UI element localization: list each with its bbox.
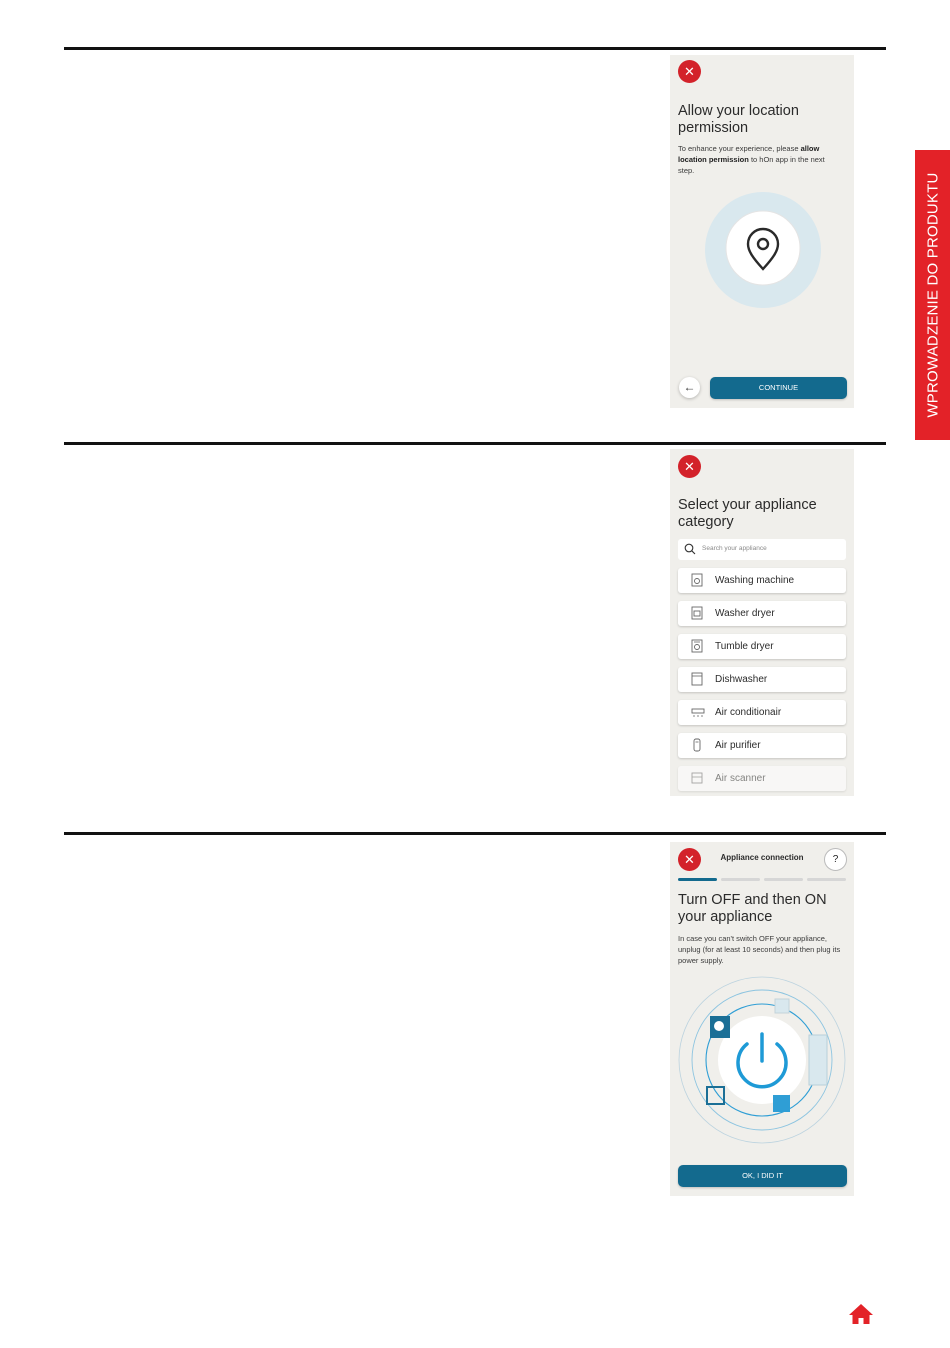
continue-button[interactable]: CONTINUE	[710, 377, 847, 399]
close-icon[interactable]: ✕	[678, 455, 701, 478]
home-icon[interactable]	[847, 1302, 875, 1326]
section-divider-1	[64, 47, 886, 50]
section-divider-2	[64, 442, 886, 445]
list-item-washer-dryer[interactable]	[678, 601, 846, 626]
list-item-label: Air scanner	[715, 773, 766, 784]
progress-step-1	[678, 878, 717, 881]
close-icon[interactable]: ✕	[678, 848, 701, 871]
search-placeholder: Search your appliance	[702, 545, 767, 552]
progress-step-4	[807, 878, 846, 881]
power-illustration	[675, 975, 849, 1145]
screenshot-appliance-connection	[670, 842, 854, 1196]
location-illustration	[703, 190, 823, 310]
washing-machine-icon	[691, 573, 703, 587]
list-item-tumble-dryer[interactable]	[678, 634, 846, 659]
list-item-label: Washing machine	[715, 575, 795, 586]
section-divider-3	[64, 832, 886, 835]
list-item-label: Dishwasher	[715, 674, 768, 685]
page-description: In case you can't switch OFF your appliance, unplug (for at least 10 seconds) and then plug its power supply.	[678, 934, 841, 965]
section-side-tab	[915, 150, 950, 440]
list-item-air-purifier[interactable]	[678, 733, 846, 758]
washer-dryer-icon	[691, 606, 703, 620]
air-purifier-icon	[691, 738, 703, 752]
search-input[interactable]	[678, 539, 846, 560]
screenshot-appliance-category	[670, 449, 854, 796]
desc-text: To enhance your experience, please	[678, 144, 801, 153]
desc-text-end: to hOn app in the next step.	[678, 155, 825, 175]
tumble-dryer-icon	[691, 639, 703, 653]
progress-step-3	[764, 878, 803, 881]
air-conditioner-icon	[691, 705, 705, 719]
page-title: Select your appliance category	[678, 497, 817, 530]
list-item-washing-machine[interactable]	[678, 568, 846, 593]
help-button[interactable]	[824, 848, 847, 871]
list-item-label: Tumble dryer	[715, 641, 774, 652]
list-item-air-scanner[interactable]	[678, 766, 846, 791]
list-item-label: Air conditionair	[715, 707, 782, 718]
desc-bold-text: allow location permission	[678, 144, 820, 164]
search-icon	[684, 543, 696, 555]
page-description	[678, 143, 843, 176]
back-button[interactable]	[679, 377, 700, 398]
help-icon: ?	[832, 854, 839, 865]
page-title: Allow your location permission	[678, 103, 799, 136]
air-scanner-icon	[691, 771, 703, 785]
close-icon[interactable]: ✕	[678, 60, 701, 83]
list-item-dishwasher[interactable]	[678, 667, 846, 692]
list-item-air-conditioner[interactable]	[678, 700, 846, 725]
screenshot-location-permission	[670, 55, 854, 408]
page-title: Turn OFF and then ON your appliance	[678, 892, 827, 925]
dishwasher-icon	[691, 672, 703, 686]
list-item-label: Air purifier	[715, 740, 761, 751]
ok-button[interactable]: OK, I DID IT	[678, 1165, 847, 1187]
progress-step-2	[721, 878, 760, 881]
arrow-left-icon: ←	[683, 380, 696, 394]
side-tab-label: WPROWADZENIE DO PRODUKTU	[924, 172, 941, 418]
header-title: Appliance connection	[720, 853, 804, 862]
list-item-label: Washer dryer	[715, 608, 775, 619]
